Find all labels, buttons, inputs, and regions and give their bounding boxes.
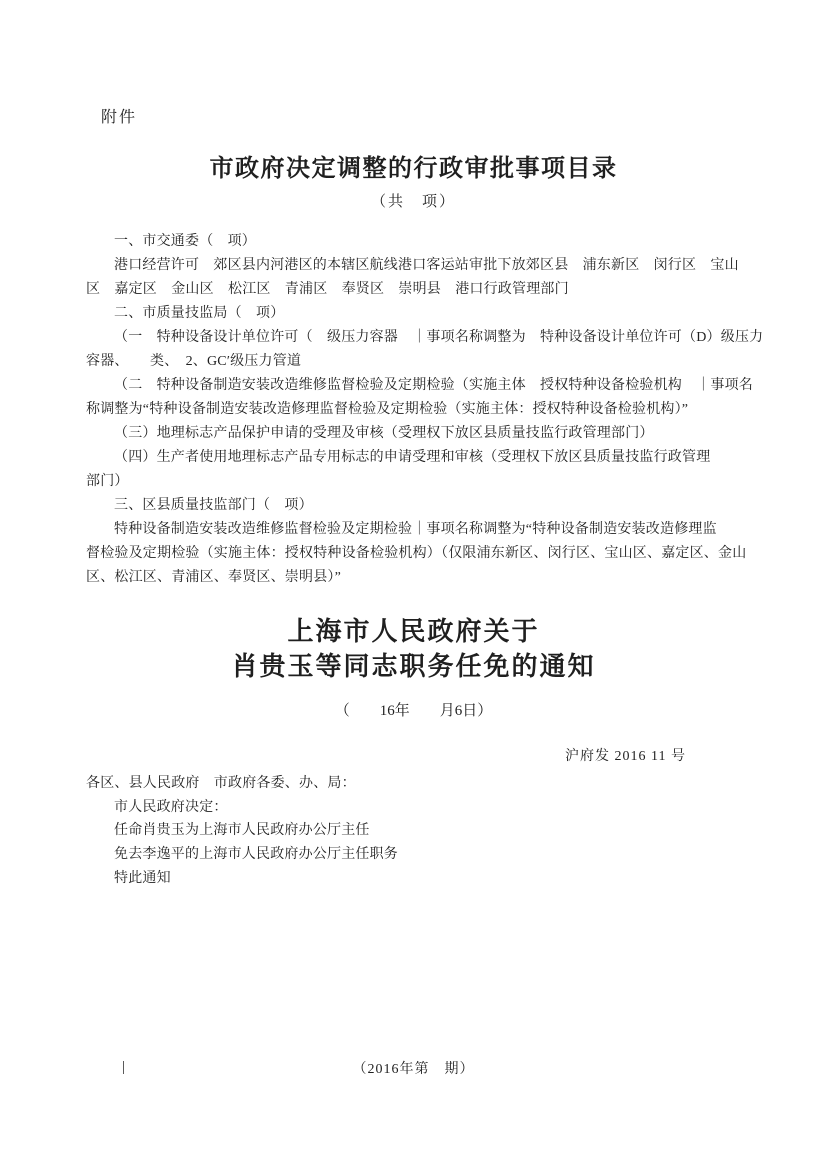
catalog-title: 市政府决定调整的行政审批事项目录 (209, 156, 618, 182)
catalog-line: 三、区县质量技监部门（ 项） (114, 498, 313, 513)
catalog-line: 部门） (86, 474, 129, 489)
catalog-line: （四）生产者使用地理标志产品专用标志的申请受理和审核（受理权下放区县质量技监行政管理 (114, 450, 711, 465)
page-number-mark: | (122, 1059, 126, 1075)
catalog-body (86, 230, 764, 590)
notice-line: 免去李逸平的上海市人民政府办公厅主任职务 (114, 847, 398, 863)
page-footer (0, 1058, 827, 1078)
notice-line: 市人民政府决定： (114, 799, 228, 815)
attachment-label: 附件 (101, 109, 138, 126)
issue-label: （2016年第 期） (352, 1062, 475, 1077)
catalog-line: 特种设备制造安装改造维修监督检验及定期检验｜事项名称调整为“特种设备制造安装改造修理监 (114, 522, 717, 537)
notice-title (0, 614, 827, 684)
catalog-count-line: （共 项） (370, 194, 456, 210)
catalog-line: 一、市交通委（ 项） (114, 234, 256, 249)
doc-number-row (86, 745, 738, 765)
catalog-line: 称调整为“特种设备制造安装改造修理监督检验及定期检验（实施主体：授权特种设备检验机构）” (86, 402, 689, 417)
catalog-line: 区 嘉定区 金山区 松江区 青浦区 奉贤区 崇明县 港口行政管理部门 (86, 282, 569, 297)
catalog-line: （一 特种设备设计单位许可（ 级压力容器 ｜事项名称调整为 特种设备设计单位许可（D）级压力 (114, 330, 764, 345)
doc-number: 沪府发 2016 11 号 (565, 749, 686, 764)
catalog-line: 容器、 类、 2、GC′级压力管道 (86, 354, 302, 369)
notice-title-line1: 上海市人民政府关于 (287, 617, 540, 646)
catalog-line: 港口经营许可 郊区县内河港区的本辖区航线港口客运站审批下放郊区县 浦东新区 闵行区 宝山 (114, 258, 739, 273)
notice-line: 任命肖贵玉为上海市人民政府办公厅主任 (114, 823, 370, 839)
catalog-line: （三）地理标志产品保护申请的受理及审核（受理权下放区县质量技监行政管理部门） (114, 426, 654, 441)
notice-title-line2: 肖贵玉等同志职务任免的通知 (231, 652, 596, 681)
notice-line: 特此通知 (114, 870, 171, 886)
catalog-line: （二 特种设备制造安装改造维修监督检验及定期检验（实施主体 授权特种设备检验机构 ｜事项名 (114, 378, 753, 393)
catalog-line: 督检验及定期检验（实施主体：授权特种设备检验机构）（仅限浦东新区、闵行区、宝山区、嘉定区、金山 (86, 546, 747, 561)
notice-date-line: （ 16年 月6日） (334, 703, 493, 719)
notice-greeting: 各区、县人民政府 市政府各委、办、局： (86, 776, 356, 791)
catalog-line: 区、松江区、青浦区、奉贤区、崇明县）” (86, 570, 342, 585)
catalog-line: 二、市质量技监局（ 项） (114, 306, 285, 321)
notice-body (86, 772, 746, 891)
